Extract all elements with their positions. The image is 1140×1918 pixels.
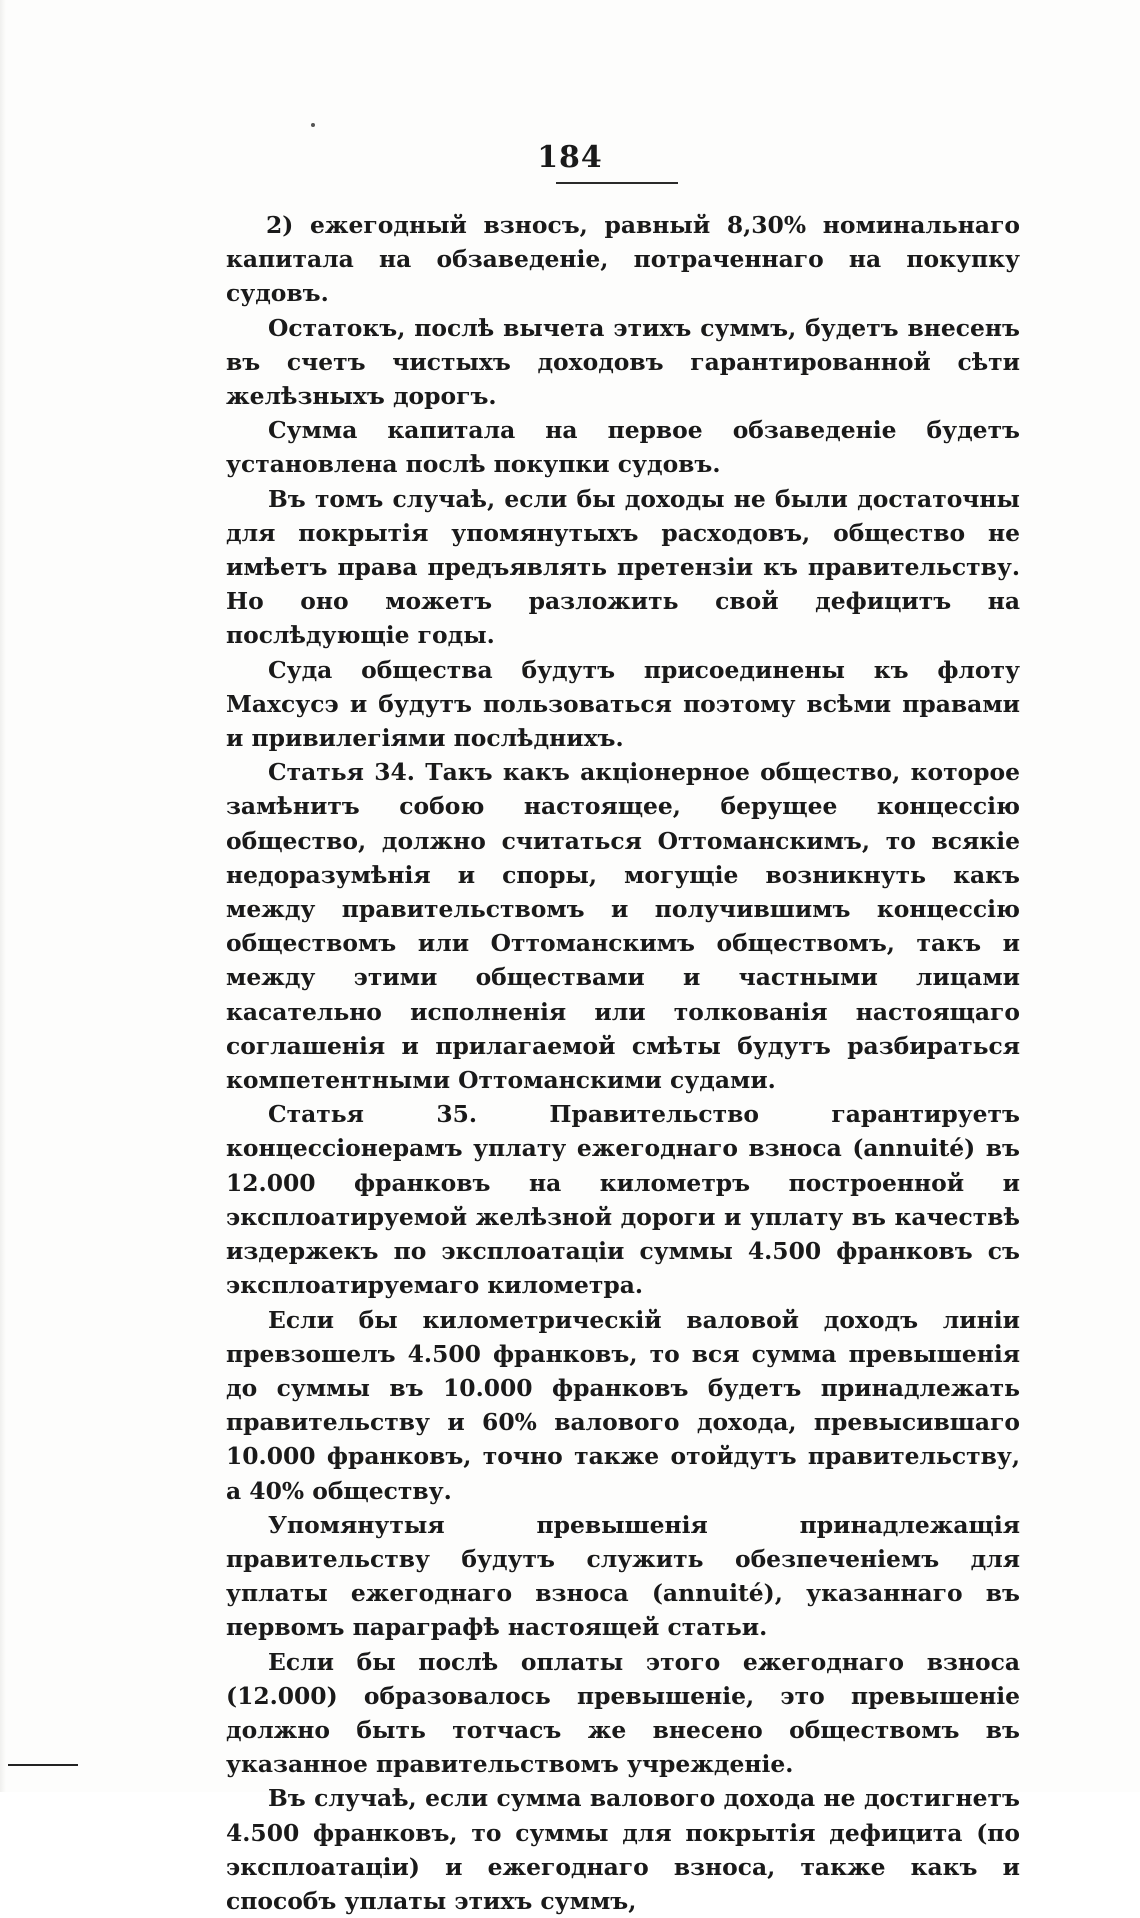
margin-rule [8,1764,78,1766]
paragraph: Если бы километрическій валовой доходъ линіи превзошелъ 4.500 франковъ, то вся сумма превышенія до суммы въ 10.000 франковъ будетъ принадлежать правительству и 60% валового дохода, превысившаго 10.000 франковъ, точно также отойдутъ правительству, а 40% обществу. [226,1305,1020,1505]
paragraph: Въ случаѣ, если сумма валового дохода не достигнетъ 4.500 франковъ, то суммы для покрытія дефицита (по эксплоатаціи) и ежегоднаго взноса, также какъ и способъ уплаты этихъ суммъ, [226,1784,1020,1915]
paragraph: Сумма капитала на первое обзаведеніе будетъ установлена послѣ покупки судовъ. [226,416,1020,479]
paragraph: 2) ежегодный взносъ, равный 8,30% номинальнаго капитала на обзаведеніе, потраченнаго на покупку судовъ. [226,211,1020,308]
paragraph: Если бы послѣ оплаты этого ежегоднаго взноса (12.000) образовалось превышеніе, это превышеніе должно быть тотчасъ же внесено обществомъ въ указанное правительствомъ учрежденіе. [226,1647,1020,1779]
paragraph: Въ томъ случаѣ, если бы доходы не были достаточны для покрытія упомянутыхъ расходовъ, общество не имѣетъ права предъявлять претензіи къ правительству. Но оно можетъ разложить свой дефицитъ на послѣдующіе годы. [226,484,1020,650]
paragraph: Суда общества будутъ присоединены къ флоту Махсусэ и будутъ пользоваться поэтому всѣми правами и привилегіями послѣднихъ. [226,655,1020,753]
paragraph: Остатокъ, послѣ вычета этихъ суммъ, будетъ внесенъ въ счетъ чистыхъ доходовъ гарантированной сѣти желѣзныхъ дорогъ. [226,313,1020,411]
paragraph-article-35: Статья 35. Правительство гарантируетъ концессіонерамъ уплату ежегоднаго взноса (annuité) въ 12.000 франковъ на километръ построенной и эксплоатируемой желѣзной дороги и уплату въ качествѣ издержекъ по эксплоатаціи суммы 4.500 франковъ съ эксплоатируемаго километра. [226,1100,1020,1300]
page-edge-shadow [0,0,6,1792]
paragraph: Упомянутыя превышенія принадлежащія правительству будутъ служить обезпеченіемъ для уплаты ежегоднаго взноса (annuité), указаннаго въ первомъ параграфѣ настоящей статьи. [226,1510,1020,1642]
body-text [226,208,1020,1918]
page-number-rule [556,182,678,184]
page-number: 184 [537,140,603,175]
paragraph-article-34: Статья 34. Такъ какъ акціонерное общество, которое замѣнитъ собою настоящее, берущее концессію общество, должно считаться Оттоманскимъ, то всякіе недоразумѣнія и споры, могущіе возникнуть какъ между правительствомъ и получившимъ концессію обществомъ или Оттоманскимъ обществомъ, такъ и между этими обществами и частными лицами касательно исполненія или толкованія настоящаго соглашенія и прилагаемой смѣты будутъ разбираться компетентными Оттоманскими судами. [226,758,1020,1095]
scan-speck [311,123,315,127]
